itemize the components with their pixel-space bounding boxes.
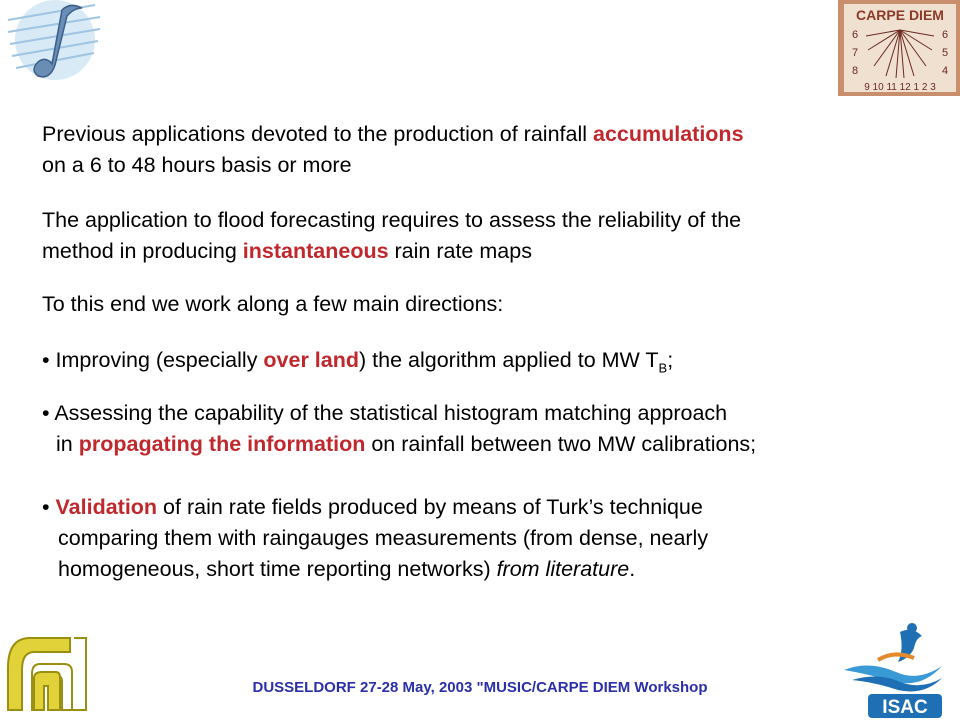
bullet-1: • Improving (especially over land) the algorithm applied to MW $T_B$; (42, 348, 674, 376)
svg-text:6: 6 (852, 29, 859, 41)
isac-logo (838, 622, 950, 720)
italic-from-literature: from literature (496, 557, 630, 581)
bullet-dot: • (42, 495, 50, 519)
bullet-3-line-1: • Validation of rain rate fields produced by means of Turk’s technique (42, 495, 703, 519)
highlight-validation: Validation (55, 495, 158, 519)
bullet-3-line-3: homogeneous, short time reporting networks) from literature. (58, 557, 636, 581)
paragraph-2-line-2: method in producing instantaneous rain rate maps (42, 239, 532, 263)
isac-logo-text: ISAC (882, 697, 928, 718)
highlight-instantaneous: instantaneous (242, 239, 389, 263)
bullet-dot: • (42, 401, 50, 425)
cnr-logo (0, 628, 95, 720)
carpe-diem-title: CARPE DIEM (856, 7, 944, 23)
bullet-2-line-2: in propagating the information on rainfall between two MW calibrations; (56, 432, 757, 456)
svg-text:8: 8 (852, 65, 859, 77)
carpe-diem-logo (838, 0, 960, 96)
svg-text:6: 6 (942, 29, 949, 41)
music-logo (0, 0, 110, 95)
bullet-dot: • (42, 348, 50, 372)
paragraph-3: To this end we work along a few main directions: (42, 292, 504, 316)
highlight-over-land: over land (263, 348, 360, 372)
svg-text:5: 5 (942, 47, 949, 59)
bullet-2-line-1: • Assessing the capability of the statistical histogram matching approach (42, 401, 728, 425)
footer-workshop: DUSSELDORF 27-28 May, 2003 "MUSIC/CARPE DIEM Workshop (252, 679, 708, 696)
bullet-3-line-2: comparing them with raingauges measurements (from dense, nearly (58, 526, 709, 550)
paragraph-2-line-1: The application to flood forecasting requires to assess the reliability of the (42, 208, 742, 232)
svg-text:9 10 11 12 1 2 3: 9 10 11 12 1 2 3 (864, 82, 936, 93)
highlight-propagating: propagating the information (78, 432, 366, 456)
paragraph-1-line-2: on a 6 to 48 hours basis or more (42, 153, 352, 177)
svg-text:7: 7 (852, 47, 859, 59)
highlight-accumulations: accumulations (592, 122, 744, 146)
svg-text:4: 4 (942, 65, 949, 77)
paragraph-1-line-1: Previous applications devoted to the production of rainfall accumulations (42, 122, 744, 146)
